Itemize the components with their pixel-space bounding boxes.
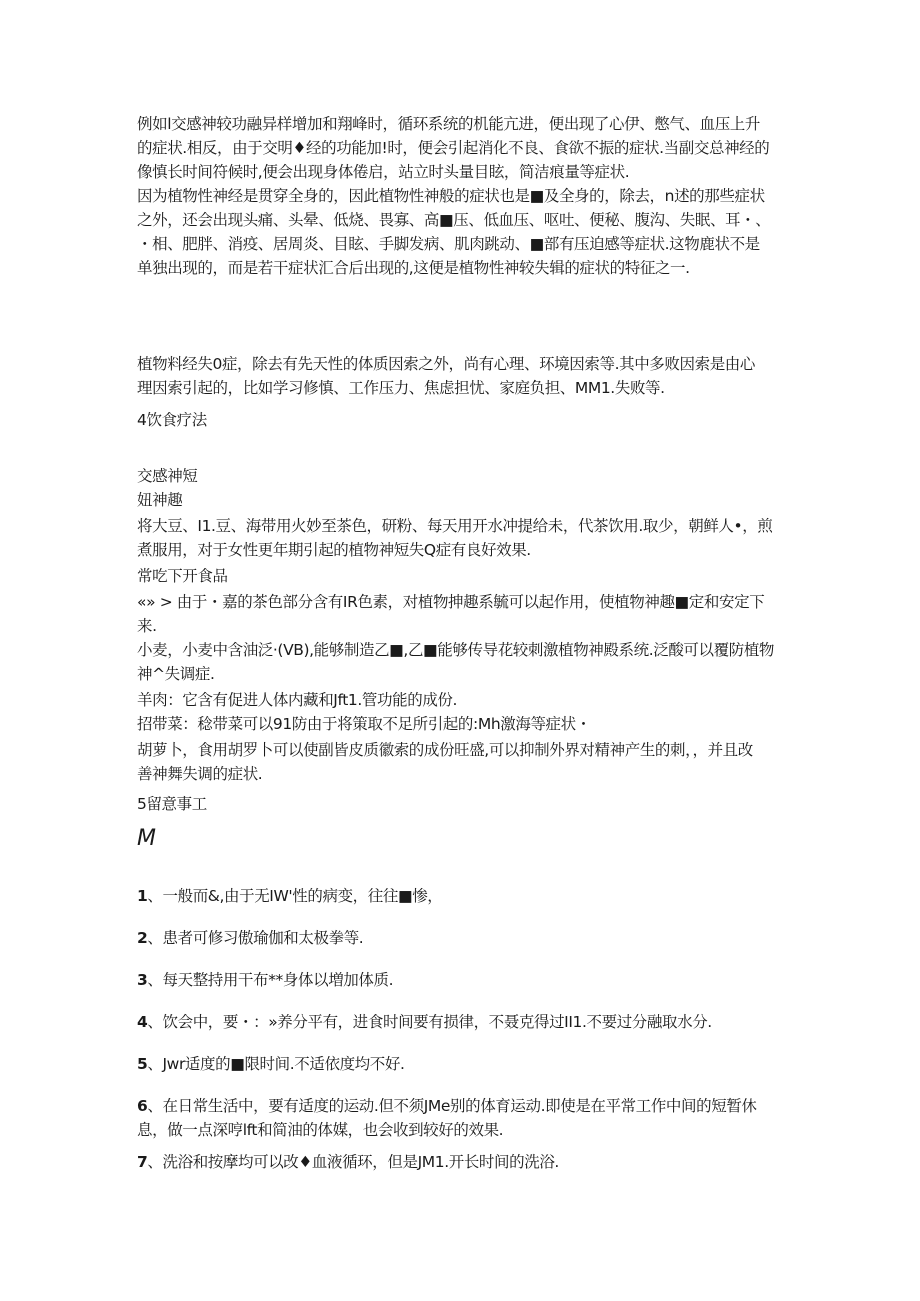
text-line bbox=[137, 1094, 787, 1118]
paragraph-causes bbox=[137, 352, 787, 400]
item-text: 、每天整持用干布**身体以増加体质. bbox=[147, 971, 394, 989]
subheading-nerve: 妞神趣 bbox=[137, 491, 183, 509]
paragraph-soybean bbox=[137, 514, 787, 562]
paragraph-food-1 bbox=[137, 590, 787, 638]
list-item-2 bbox=[137, 926, 797, 950]
item-number: 5 bbox=[137, 1055, 148, 1073]
item-text: 、饮会中，要・：»养分平有，进食时间要有损律，不聂克得过II1.不要过分融取水分. bbox=[147, 1013, 712, 1031]
item-number: 3 bbox=[137, 971, 148, 989]
text-line: 善神舞失调的症状. bbox=[137, 765, 263, 783]
text-line: 理因索引起的，比如学习修慎、工作压力、焦虑担忧、家庭负担、MM1.失败等. bbox=[137, 379, 665, 397]
heading-diet-therapy: 4饮食疗法 bbox=[137, 411, 207, 429]
list-item-1 bbox=[137, 884, 797, 908]
text-line: 息，做一点深哼lft和简油的体媒，也会收到较好的效果. bbox=[137, 1121, 504, 1139]
text-line: 胡萝卜，食用胡罗卜可以使副皆皮质徽索的成份旺盛,可以抑制外界对精神产生的刺，，并且改 bbox=[137, 741, 753, 759]
item-text: 、洗浴和按摩均可以改♦血液循环，但是JM1.开长时间的洗浴. bbox=[147, 1153, 559, 1171]
large-letter-m: M bbox=[137, 826, 156, 851]
text-line: 煮服用，对于女性更年期引起的植物神短失Q症有良好效果. bbox=[137, 541, 531, 559]
item-text: 、一般而&,由于无IW'性的病变，往往■惨， bbox=[147, 887, 443, 905]
text-line: «» > 由于・嘉的茶色部分含有IR色素，对植物抻趣系毓可以起作用，使植物神趣■定和安定下 bbox=[137, 593, 765, 611]
paragraph-symptoms bbox=[137, 184, 787, 280]
item-text: 、在日常生活中，要有适度的运动.但不须JMe别的体育运动.即使是在平常工作中间的短暂休 bbox=[147, 1097, 757, 1115]
text-line: ・相、肥胖、消疫、居周炎、目眩、手脚发病、肌肉跳动、■部有压迫感等症状.这物鹿状不是 bbox=[137, 235, 760, 253]
subheading-foods: 常吃下开食品 bbox=[137, 567, 228, 585]
paragraph-kelp: 招带菜：稔带菜可以91防由于将策取不足所引起的:Mh激海等症状・ bbox=[137, 715, 591, 733]
text-line: 例如l交感神较功融异样增加和翔峰时，循环系统的机能亢进，便出现了心伊、憋气、血压上升 bbox=[137, 115, 761, 133]
list-item-7 bbox=[137, 1150, 797, 1174]
paragraph-carrot bbox=[137, 738, 787, 786]
text-line: 小麦，小麦中含油泛·(VB),能够制造乙■,乙■能够传导花较刺激植物神殿系统.泛酸可以覆防植物 bbox=[137, 641, 775, 659]
paragraph-sympathetic bbox=[137, 112, 787, 184]
text-line: 之外，还会出现头痛、头晕、低烧、畏寡、高■压、低血压、呕吐、便秘、腹沟、失眠、耳・、 bbox=[137, 211, 771, 229]
text-line: 像慎长时间符候时,便会出现身体倦启，站立时头量目眩，简洁痕量等症状. bbox=[137, 163, 630, 181]
item-number: 6 bbox=[137, 1097, 148, 1115]
subheading-sympathetic: 交感神短 bbox=[137, 467, 198, 485]
list-item-4 bbox=[137, 1010, 797, 1034]
heading-notes: 5留意事工 bbox=[137, 795, 207, 813]
paragraph-lamb: 羊肉：它含有促进人体内藏和Jft1.管功能的成份. bbox=[137, 691, 458, 709]
text-line: 单独出现的，而是若干症状汇合后出现的,这便是植物性神较失辑的症状的特征之一. bbox=[137, 259, 690, 277]
text-line: 将大豆、I1.豆、海带用火妙至茶色，研粉、每天用开水冲提给未，代茶饮用.取少，朝鲜人•，煎 bbox=[137, 517, 773, 535]
list-item-3 bbox=[137, 968, 797, 992]
item-number: 2 bbox=[137, 929, 148, 947]
list-item-5 bbox=[137, 1052, 797, 1076]
text-line: 植物料经失0症，除去有先天性的体质因索之外，尚有心理、环境因索等.其中多败因索是由心 bbox=[137, 355, 755, 373]
item-text: 、Jwr适度的■限时间.不适依度均不好. bbox=[147, 1055, 405, 1073]
item-number: 4 bbox=[137, 1013, 148, 1031]
text-line: 因为植物性神经是贯穿全身的，因此植物性神般的症状也是■及全身的，除去，n述的那些症状 bbox=[137, 187, 765, 205]
paragraph-wheat bbox=[137, 638, 787, 686]
item-number: 1 bbox=[137, 887, 148, 905]
list-item-6 bbox=[137, 1094, 787, 1142]
item-number: 7 bbox=[137, 1153, 148, 1171]
text-line: 神^失调症. bbox=[137, 665, 215, 683]
item-text: 、患者可修习傲瑜伽和太极拳等. bbox=[147, 929, 364, 947]
text-line: 的症状.相反，由于交明♦经的功能加!时，便会引起消化不良、食欲不振的症状.当副交总神经的 bbox=[137, 139, 770, 157]
text-line: 来. bbox=[137, 617, 157, 635]
